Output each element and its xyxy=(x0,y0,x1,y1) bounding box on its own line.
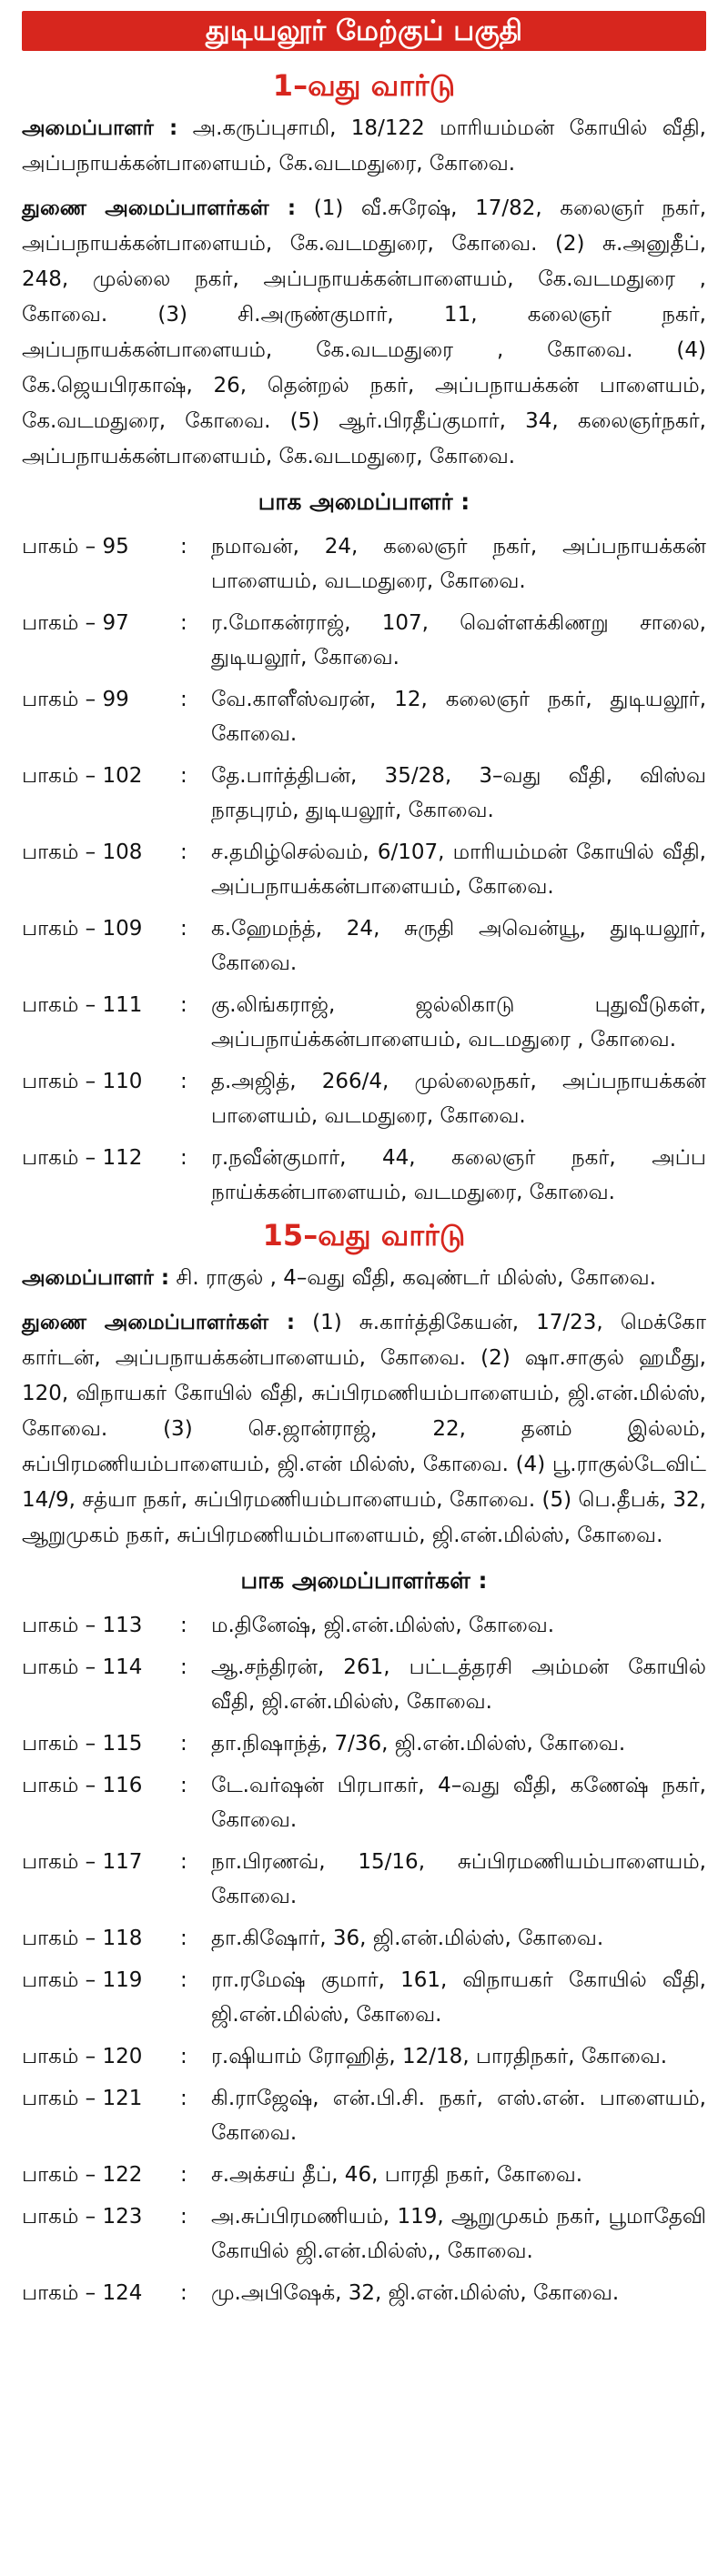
section-banner: துடியலூர் மேற்குப் பகுதி xyxy=(22,11,706,51)
booth-row xyxy=(22,1845,706,1914)
booth-colon: : xyxy=(180,840,187,864)
booth-details: ஆ.சந்திரன், 261, பட்டத்தரசி அம்மன் கோயில் வீதி, ஜி.என்.மில்ஸ், கோவை. xyxy=(211,1655,706,1714)
booth-colon: : xyxy=(180,993,187,1017)
booth-colon: : xyxy=(180,2281,187,2305)
booth-row xyxy=(22,606,706,675)
booth-row xyxy=(22,2081,706,2150)
booth-details: மு.அபிஷேக், 32, ஜி.என்.மில்ஸ், கோவை. xyxy=(211,2281,620,2305)
booth-number: பாகம் – 102 xyxy=(22,764,143,788)
deputies-label: துணை அமைப்பாளர்கள் : xyxy=(22,196,297,220)
booth-row xyxy=(22,1141,706,1210)
booth-row xyxy=(22,2039,706,2074)
booth-row xyxy=(22,1608,706,1643)
ward-section xyxy=(22,67,706,1210)
booth-colon: : xyxy=(180,2163,187,2187)
booth-row xyxy=(22,1963,706,2032)
booth-number: பாகம் – 120 xyxy=(22,2045,143,2068)
booth-number: பாகம் – 108 xyxy=(22,840,143,864)
booth-colon: : xyxy=(180,1968,187,1992)
booth-details: ச.அக்சய் தீப், 46, பாரதி நகர், கோவை. xyxy=(211,2163,583,2187)
organizer-paragraph xyxy=(22,1261,706,1296)
booth-details: த.அஜித், 266/4, முல்லைநகர், அப்பநாயக்கன் பாளையம், வடமதுரை, கோவை. xyxy=(211,1070,706,1128)
deputies-details: (1) சு.கார்த்திகேயன், 17/23, மெக்கோ கார்டன், அப்பநாயக்கன்பாளையம், கோவை. (2) ஷா.சாகுல் ஹமீது, 120, விநாயகர் கோயில் வீதி, சுப்பிரமணியம்பாளையம், ஜி.என்.மில்ஸ், கோவை. (3) செ.ஜான்ராஜ், 22, தனம் இல்லம், சுப்பிரமணியம்பாளையம், ஜி.என் மில்ஸ், கோவை. (4) பூ.ராகுல்டேவிட் 14/9, சத்யா நகர், சுப்பிரமணியம்பாளையம், கோவை. (5) பெ.தீபக், 32, ஆறுமுகம் நகர், சுப்பிரமணியம்பாளையம், ஜி.என்.மில்ஸ், கோவை. xyxy=(22,1311,707,1547)
booth-colon: : xyxy=(180,2087,187,2110)
booth-row xyxy=(22,759,706,828)
booth-colon: : xyxy=(180,1927,187,1950)
ward-title: 1–வது வார்டு xyxy=(272,68,456,103)
booth-number: பாகம் – 112 xyxy=(22,1146,143,1170)
booth-colon: : xyxy=(180,1774,187,1797)
booth-row xyxy=(22,529,706,599)
booth-number: பாகம் – 95 xyxy=(22,535,129,558)
organizer-label: அமைப்பாளர் : xyxy=(22,116,178,140)
booth-row xyxy=(22,988,706,1057)
booth-number: பாகம் – 110 xyxy=(22,1070,143,1093)
booth-row xyxy=(22,2276,706,2310)
deputies-paragraph xyxy=(22,1305,706,1554)
booth-number: பாகம் – 111 xyxy=(22,993,143,1017)
booth-colon: : xyxy=(180,1850,187,1874)
organizer-details: சி. ராகுல் , 4–வது வீதி, கவுண்டர் மில்ஸ், கோவை. xyxy=(169,1266,656,1290)
booth-colon: : xyxy=(180,2045,187,2068)
booth-number: பாகம் – 116 xyxy=(22,1774,143,1797)
deputies-label: துணை அமைப்பாளர்கள் : xyxy=(22,1311,296,1334)
booth-row xyxy=(22,911,706,981)
booth-number: பாகம் – 114 xyxy=(22,1655,143,1679)
deputies-details: (1) வீ.சுரேஷ், 17/82, கலைஞர் நகர், அப்பநாயக்கன்பாளையம், கே.வடமதுரை, கோவை. (2) சு.அனுதீப், 248, முல்லை நகர், அப்பநாயக்கன்பாளையம், கே.வடமதுரை , கோவை. (3) சி.அருண்குமார், 11, கலைஞர் நகர், அப்பநாயக்கன்பாளையம், கே.வடமதுரை , கோவை. (4) கே.ஜெயபிரகாஷ், 26, தென்றல் நகர், அப்பநாயக்கன் பாளையம், கே.வடமதுரை, கோவை. (5) ஆர்.பிரதீப்குமார், 34, கலைஞர்நகர், அப்பநாயக்கன்பாளையம், கே.வடமதுரை, கோவை. xyxy=(22,196,706,468)
booth-number: பாகம் – 122 xyxy=(22,2163,143,2187)
booth-row xyxy=(22,682,706,751)
booth-details: தா.நிஷாந்த், 7/36, ஜி.என்.மில்ஸ், கோவை. xyxy=(211,1732,626,1756)
booth-details: நமாவன், 24, கலைஞர் நகர், அப்பநாயக்கன் பாளையம், வடமதுரை, கோவை. xyxy=(211,535,706,593)
booth-colon: : xyxy=(180,1655,187,1679)
booth-number: பாகம் – 97 xyxy=(22,611,129,635)
booth-row xyxy=(22,1650,706,1719)
booth-details: நா.பிரணவ், 15/16, சுப்பிரமணியம்பாளையம், கோவை. xyxy=(211,1850,706,1908)
booth-colon: : xyxy=(180,764,187,788)
booth-details: கு.லிங்கராஜ், ஜல்லிகாடு புதுவீடுகள், அப்பநாய்க்கன்பாளையம், வடமதுரை , கோவை. xyxy=(211,993,706,1052)
organizer-label: அமைப்பாளர் : xyxy=(22,1266,170,1290)
booth-row xyxy=(22,2199,706,2269)
booth-row xyxy=(22,1768,706,1837)
booth-number: பாகம் – 123 xyxy=(22,2205,143,2229)
booth-details: கி.ராஜேஷ், என்.பி.சி. நகர், எஸ்.என். பாளையம், கோவை. xyxy=(211,2087,706,2145)
deputies-paragraph xyxy=(22,191,706,475)
booth-heading: பாக அமைப்பாளர்கள் : xyxy=(240,1567,488,1594)
ward-title: 15–வது வார்டு xyxy=(262,1218,466,1253)
booth-number: பாகம் – 99 xyxy=(22,688,129,711)
booth-list xyxy=(22,1608,706,2310)
booth-details: ம.தினேஷ், ஜி.என்.மில்ஸ், கோவை. xyxy=(211,1614,555,1637)
booth-row xyxy=(22,1064,706,1133)
booth-colon: : xyxy=(180,1732,187,1756)
booth-details: வே.காளீஸ்வரன், 12, கலைஞர் நகர், துடியலூர், கோவை. xyxy=(211,688,706,746)
booth-number: பாகம் – 121 xyxy=(22,2087,143,2110)
booth-colon: : xyxy=(180,2205,187,2229)
booth-row xyxy=(22,2158,706,2192)
booth-details: ர.மோகன்ராஜ், 107, வெள்ளக்கிணறு சாலை, துடியலூர், கோவை. xyxy=(211,611,706,669)
booth-colon: : xyxy=(180,917,187,941)
booth-details: ச.தமிழ்செல்வம், 6/107, மாரியம்மன் கோயில் வீதி, அப்பநாயக்கன்பாளையம், கோவை. xyxy=(211,840,706,899)
booth-colon: : xyxy=(180,1146,187,1170)
booth-number: பாகம் – 119 xyxy=(22,1968,143,1992)
booth-number: பாகம் – 115 xyxy=(22,1732,143,1756)
booth-details: க.ஹேமந்த், 24, சுருதி அவென்யூ, துடியலூர், கோவை. xyxy=(211,917,706,975)
booth-details: தா.கிஷோர், 36, ஜி.என்.மில்ஸ், கோவை. xyxy=(211,1927,604,1950)
booth-colon: : xyxy=(180,611,187,635)
booth-details: ர.ஷியாம் ரோஹித், 12/18, பாரதிநகர், கோவை. xyxy=(211,2045,668,2068)
organizer-details: அ.கருப்புசாமி, 18/122 மாரியம்மன் கோயில் வீதி, அப்பநாயக்கன்பாளையம், கே.வடமதுரை, கோவை. xyxy=(22,116,706,176)
booth-list xyxy=(22,529,706,1210)
booth-details: தே.பார்த்திபன், 35/28, 3–வது வீதி, விஸ்வ நாதபுரம், துடியலூர், கோவை. xyxy=(211,764,706,822)
booth-details: ர.நவீன்குமார், 44, கலைஞர் நகர், அப்ப நாய்க்கன்பாளையம், வடமதுரை, கோவை. xyxy=(211,1146,706,1204)
ward-section xyxy=(22,1217,706,2310)
booth-details: டே.வர்ஷன் பிரபாகர், 4–வது வீதி, கணேஷ் நகர், கோவை. xyxy=(211,1774,706,1832)
booth-number: பாகம் – 118 xyxy=(22,1927,143,1950)
booth-colon: : xyxy=(180,1614,187,1637)
booth-row xyxy=(22,1726,706,1761)
booth-colon: : xyxy=(180,688,187,711)
booth-number: பாகம் – 124 xyxy=(22,2281,143,2305)
booth-details: அ.சுப்பிரமணியம், 119, ஆறுமுகம் நகர், பூமாதேவி கோயில் ஜி.என்.மில்ஸ்,, கோவை. xyxy=(211,2205,706,2263)
organizer-paragraph xyxy=(22,111,706,182)
booth-row xyxy=(22,835,706,904)
booth-number: பாகம் – 109 xyxy=(22,917,143,941)
booth-colon: : xyxy=(180,1070,187,1093)
booth-colon: : xyxy=(180,535,187,558)
booth-details: ரா.ரமேஷ் குமார், 161, விநாயகர் கோயில் வீதி, ஜி.என்.மில்ஸ், கோவை. xyxy=(211,1968,706,2027)
booth-number: பாகம் – 113 xyxy=(22,1614,143,1637)
booth-row xyxy=(22,1921,706,1956)
booth-number: பாகம் – 117 xyxy=(22,1850,143,1874)
booth-heading: பாக அமைப்பாளர் : xyxy=(258,488,470,515)
